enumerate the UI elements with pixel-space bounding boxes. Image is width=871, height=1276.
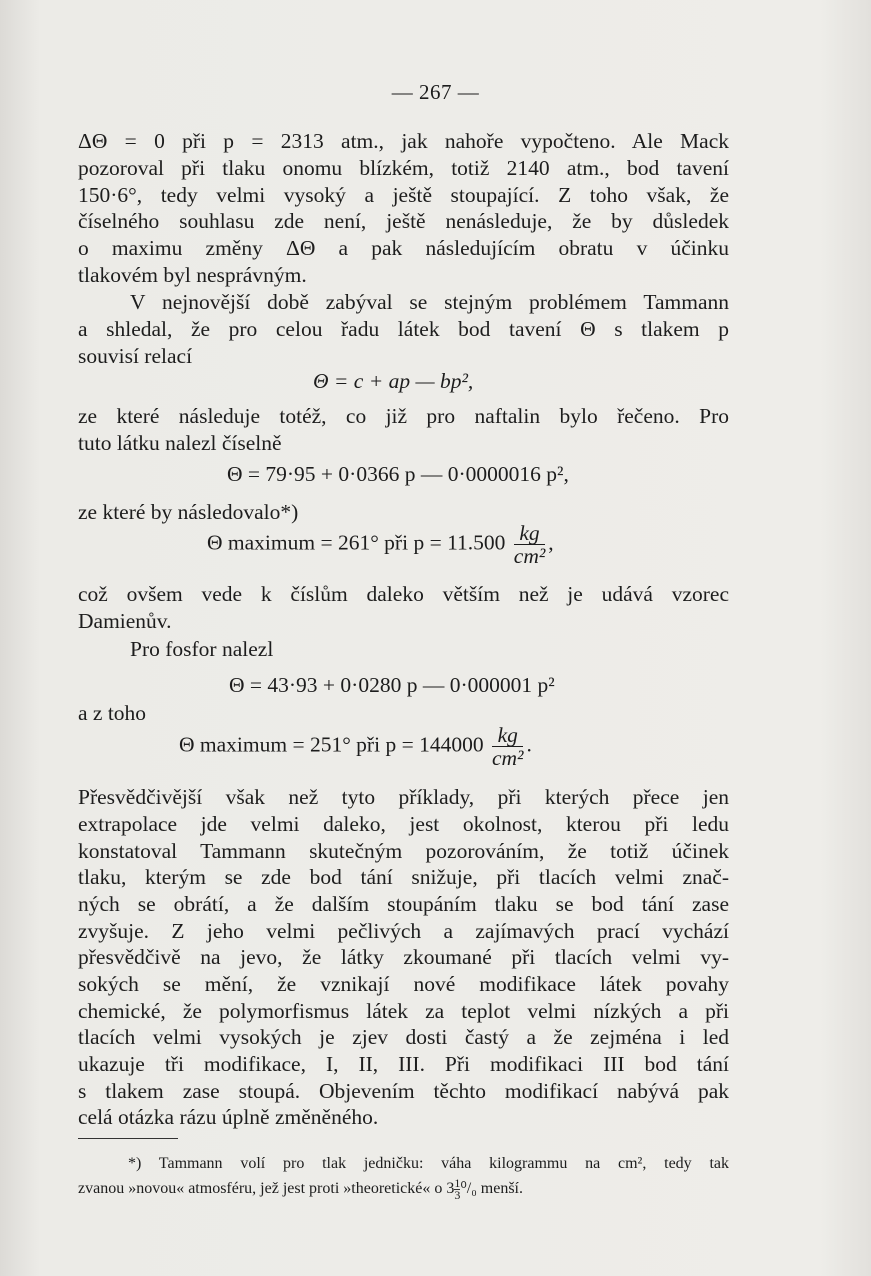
- fraction-bottom: 3: [454, 1188, 461, 1202]
- text-line: přesvědčivě na jevo, že látky zkoumané při tlacích velmi vy-: [78, 945, 729, 969]
- text-line: Damienův.: [78, 609, 172, 633]
- equation-5-tail: .: [526, 732, 532, 757]
- fraction-denominator: cm²: [513, 544, 546, 568]
- equation-4: Θ = 43·93 + 0·0280 p — 0·000001 p²: [229, 673, 555, 697]
- footnote-line: *) Tammann volí pro tlak jedničku: váha kilogrammu na cm², tedy tak: [128, 1155, 729, 1172]
- equation-3: [207, 522, 554, 567]
- text-line: souvisí relací: [78, 344, 193, 368]
- footnote-text: zvanou »novou« atmosféru, jež jest proti »theoretické« o 3: [78, 1180, 455, 1198]
- text-line: ukazuje tři modifikace, I, II, III. Při modifikaci III bod tání: [78, 1052, 729, 1076]
- text-line: extrapolace jde velmi daleko, jest okolnost, kterou při ledu: [78, 812, 729, 836]
- equation-5-text: Θ maximum = 251° při p = 144000: [179, 732, 484, 757]
- text-line: zvyšuje. Z jeho velmi pečlivých a zajímavých prací vychází: [78, 919, 729, 943]
- equation-3-tail: ,: [548, 530, 554, 555]
- footnote-tail: ⁰/₀ menší.: [460, 1180, 523, 1198]
- footnote-divider: [78, 1138, 178, 1139]
- text-line: ze které by následovalo*): [78, 500, 299, 524]
- text-line: o maximu změny ΔΘ a pak následujícím obratu v účinku: [78, 236, 729, 260]
- fraction-top: 1: [454, 1176, 461, 1190]
- text-line: a shledal, že pro celou řadu látek bod tavení Θ s tlakem p: [78, 317, 729, 341]
- text-line: chemické, že polymorfismus látek za teplot velmi nízkých a při: [78, 999, 729, 1023]
- text-line: konstatoval Tammann skutečným pozorováním, že totiž účinek: [78, 839, 729, 863]
- text-line: sokých se mění, že vznikají nové modifikace látek povahy: [78, 972, 729, 996]
- text-line: číselného souhlasu zde není, ještě nenásleduje, že by důsledek: [78, 209, 729, 233]
- fraction-denominator: cm²: [491, 746, 524, 770]
- equation-2: Θ = 79·95 + 0·0366 p — 0·0000016 p²,: [227, 462, 569, 486]
- equation-1: Θ = c + ap — bp²,: [313, 369, 474, 393]
- text-line: celá otázka rázu úplně změněného.: [78, 1105, 379, 1129]
- text-line: tlaku, kterým se zde bod tání snižuje, při tlacích velmi znač-: [78, 865, 729, 889]
- footnote-line-2: [78, 1178, 729, 1201]
- text-line: Pro fosfor nalezl: [130, 637, 274, 661]
- text-line: ných se obrátí, a že dalším stoupáním tlaku se bod tání zase: [78, 892, 729, 916]
- unit-fraction: [514, 522, 546, 567]
- text-line: tlakovém byl nesprávným.: [78, 263, 307, 287]
- text-line: a z toho: [78, 701, 147, 725]
- fraction-numerator: kg: [514, 522, 546, 545]
- text-line: s tlakem zase stoupá. Objevením těchto modifikací nabývá pak: [78, 1079, 729, 1103]
- text-line: ΔΘ = 0 při p = 2313 atm., jak nahoře vypočteno. Ale Mack: [78, 129, 729, 153]
- text-line: tuto látku nalezl číselně: [78, 431, 282, 455]
- text-line: Přesvědčivější však než tyto příklady, při kterých přece jen: [78, 785, 729, 809]
- equation-5: [179, 724, 532, 769]
- page-number: — 267 —: [391, 80, 480, 104]
- text-line: tlacích velmi vysokých je zjev dosti častý a že zejména i led: [78, 1025, 729, 1049]
- fraction-numerator: kg: [492, 724, 524, 747]
- equation-3-text: Θ maximum = 261° při p = 11.500: [207, 530, 506, 555]
- text-line: V nejnovější době zabýval se stejným problémem Tammann: [130, 290, 729, 314]
- text-line: 150·6°, tedy velmi vysoký a ještě stoupající. Z toho však, že: [78, 183, 729, 207]
- unit-fraction: [492, 724, 524, 769]
- text-line: ze které následuje totéž, co již pro naftalin bylo řečeno. Pro: [78, 404, 729, 428]
- text-line: což ovšem vede k číslům daleko větším než je udává vzorec: [78, 582, 729, 606]
- text-line: pozoroval při tlaku onomu blízkém, totiž 2140 atm., bod tavení: [78, 156, 729, 180]
